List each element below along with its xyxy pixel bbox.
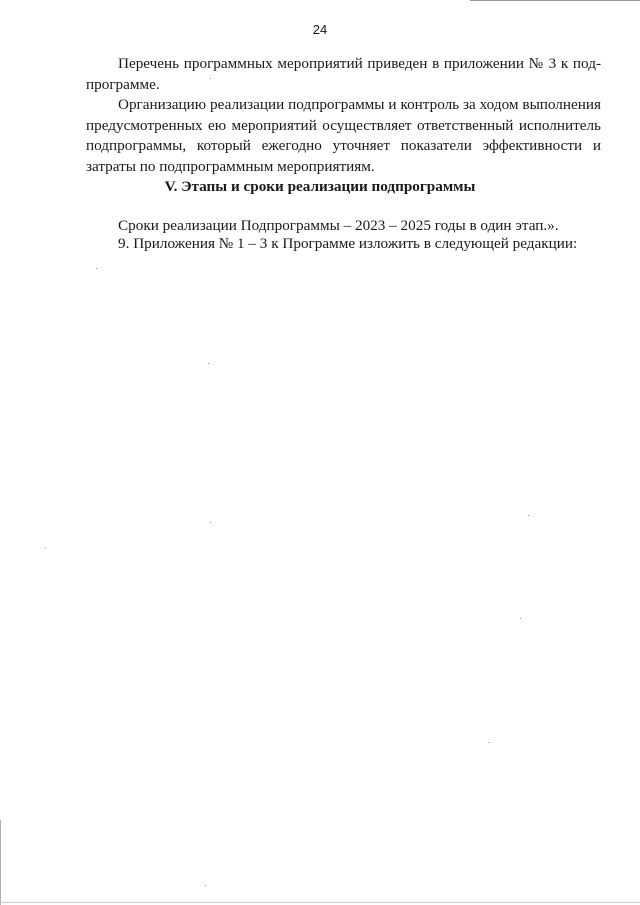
paragraph-text: Перечень программных мероприятий приведен в приложении № 3 к подпрограмме. bbox=[86, 55, 601, 93]
scan-edge-left bbox=[0, 820, 1, 905]
paragraph-text: Сроки реализации Подпрограммы – 2023 – 2025 годы в один этап.». bbox=[118, 217, 559, 234]
scan-speck bbox=[210, 78, 211, 79]
section-heading: V. Этапы и сроки реализации подпрограммы bbox=[164, 178, 476, 195]
scan-edge-top bbox=[470, 0, 640, 1]
scan-speck bbox=[528, 515, 529, 516]
scan-speck bbox=[205, 885, 206, 886]
scan-edge-bottom bbox=[0, 902, 640, 903]
scan-speck bbox=[488, 742, 489, 743]
scan-speck bbox=[96, 268, 97, 269]
page-number: 24 bbox=[312, 22, 328, 37]
paragraph-text: Организацию реализации подпрограммы и контроль за ходом выполнения предусмотренных ею мероприятий осуществляет ответственный исполнитель подпрограммы, который ежегодно уточняет показатели эффективности и затраты по подпрограммным мероприятиям. bbox=[86, 96, 601, 175]
paragraph-text: 9. Приложения № 1 – 3 к Программе изложить в следующей редакции: bbox=[118, 235, 578, 252]
paragraph-appendices bbox=[86, 234, 601, 255]
scan-speck bbox=[208, 363, 209, 364]
paragraph-implementation-control bbox=[86, 95, 601, 177]
paragraph-program-activities bbox=[86, 54, 601, 95]
scan-speck bbox=[45, 548, 46, 549]
scan-speck bbox=[520, 618, 521, 619]
scan-speck bbox=[210, 522, 211, 523]
